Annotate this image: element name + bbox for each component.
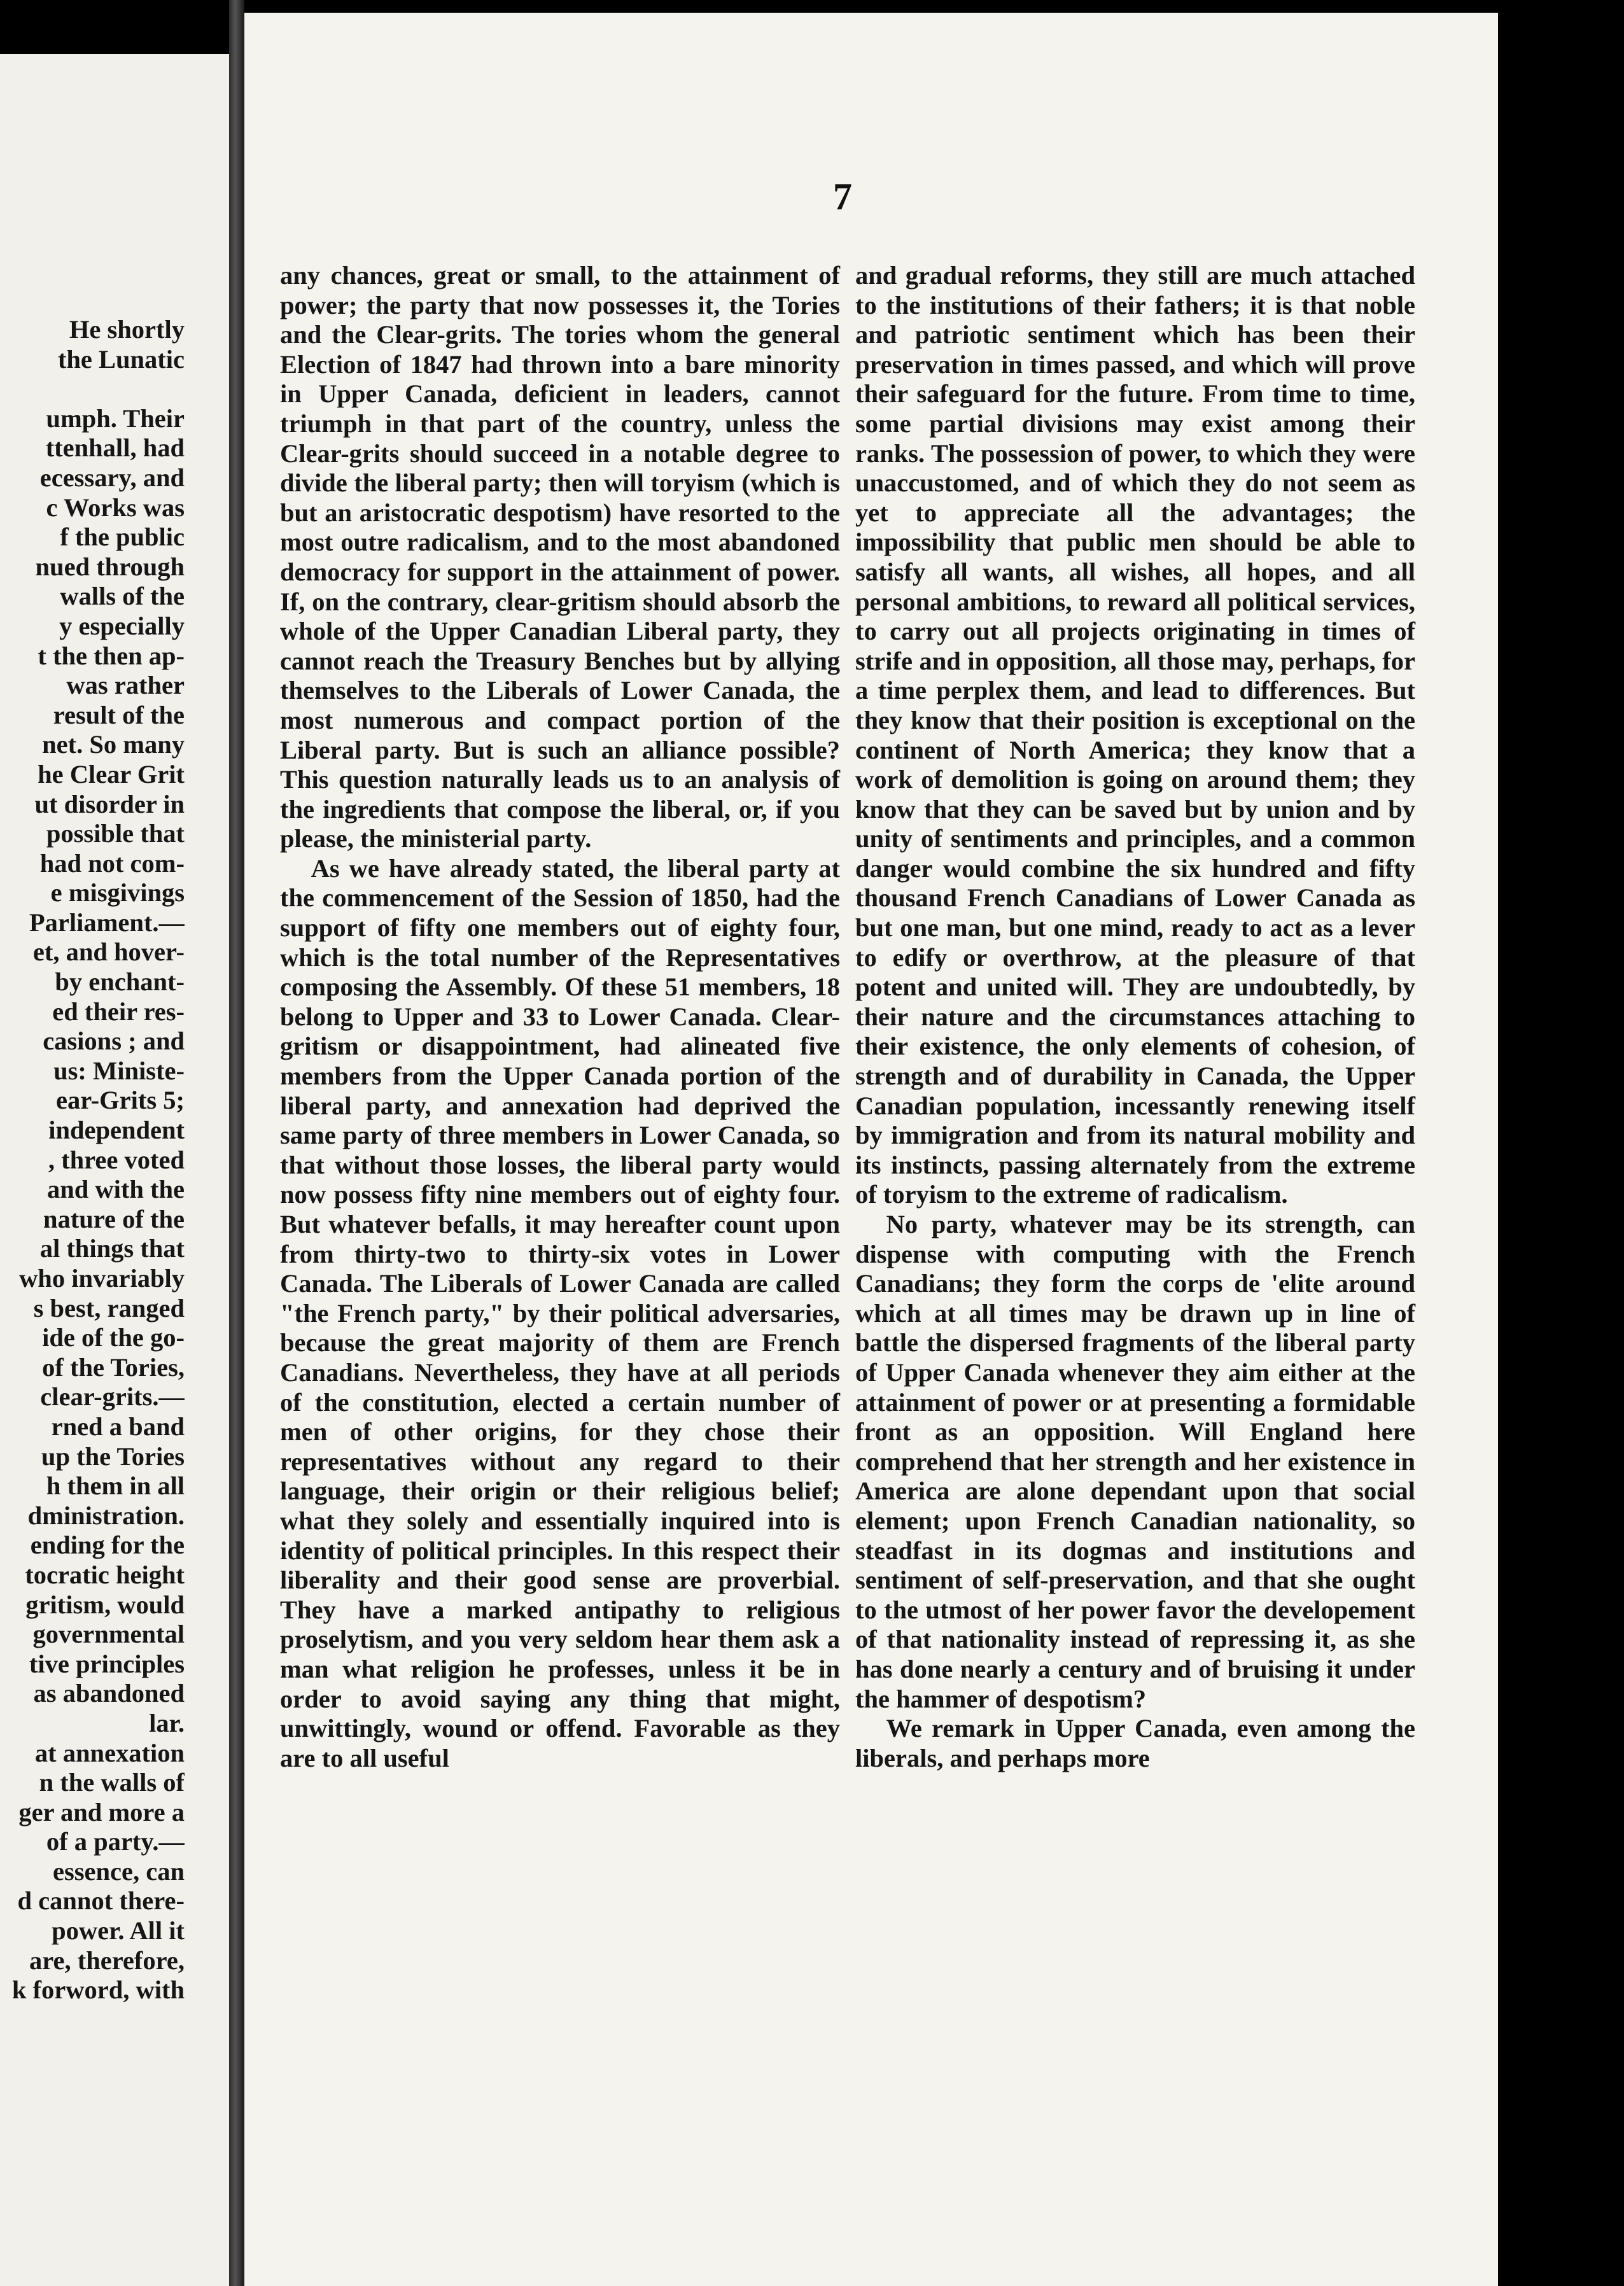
fragment-line: He shortly (69, 315, 185, 344)
fragment-line: ger and more a (18, 1797, 185, 1827)
fragment-line: t the then ap- (38, 641, 185, 670)
fragment-line: s best, ranged (33, 1293, 185, 1322)
fragment-line: , three voted (48, 1145, 185, 1174)
paragraph: As we have already stated, the liberal party at the commencement of the Session of 1850, had the support of fifty one members out of eighty four, which is the total number of the Representatives composing the Assembly. Of these 51 members, 18 belong to Upper and 33 to Lower Canada. Clear-gritism or disappointment, had alineated five members from the Upper Canada portion of the liberal party, and annexation had deprived the same party of three members in Lower Canada, so that without those losses, the liberal party would now possess fifty nine members out of eighty four. But whatever befalls, it may hereafter count upon from thirty-two to thirty-six votes in Lower Canada. The Liberals of Lower Canada are called "the French party," by their political adversaries, because the great majority of them are French Canadians. Nevertheless, they have at all periods of the constitution, elected a certain number of men of other origins, for they chose their representatives without any regard to their language, their origin or their religious belief; what they solely and essentially inquired into is identity of political principles. In this respect their liberality and their good sense are proverbial. They have a marked antipathy to religious proselytism, and you very seldom hear them ask a man what religion he professes, unless it be in order to avoid saying any thing that might, unwittingly, wound or offend. Favorable as they are to all useful (280, 853, 840, 1772)
fragment-line: dministration. (27, 1501, 185, 1530)
fragment-line: essence, can (53, 1856, 185, 1886)
fragment-line: ed their res- (52, 997, 185, 1026)
fragment-line: of a party.— (46, 1827, 185, 1856)
fragment-line: al things that (39, 1234, 185, 1263)
fragment-line: the Lunatic (57, 344, 185, 374)
fragment-line: and with the (46, 1175, 185, 1204)
fragment-line: c Works was (46, 493, 185, 522)
fragment-line: n the walls of (39, 1768, 185, 1797)
paragraph: No party, whatever may be its strength, can dispense with computing with the French Canadians; they form the corps de 'elite around which at all times may be drawn up in line of battle the dispersed fragments of the liberal party of Upper Canada whenever they aim either at the attainment of power or at presenting a formidable front as an opposition. Will England here comprehend that her strength and her existence in America are alone dependant upon that social element; upon French Canadian nationality, so steadfast in its dogmas and institutions and sentiment of self-preservation, and that she ought to the utmost of her power favor the developement of that nationality instead of repressing it, as she has done nearly a century and of bruising it under the hammer of despotism? (855, 1210, 1415, 1713)
fragment-line: walls of the (60, 582, 185, 611)
paragraph: and gradual reforms, they still are much attached to the institutions of their fathers; it is that noble and patriotic sentiment which has been their preservation in times passed, and which will prove their safeguard for the future. From time to time, some partial divisions may exist among their ranks. The possession of power, to which they were unaccustomed, and of which they do not seem as yet to appreciate all the advantages; the impossibility that public men should be able to satisfy all wants, all wishes, all hopes, and all personal ambitions, to reward all political services, to carry out all projects originating in times of strife and in opposition, all those may, perhaps, for a time perplex them, and lead to differences. But they know that their position is exceptional on the continent of North America; they know that a work of demolition is going on around them; they know that they can be saved but by union and by unity of sentiments and principles, and a common danger would combine the six hundred and fifty thousand French Canadians of Lower Canada as but one man, but one mind, ready to act as a lever to edify or overthrow, at the pleasure of that potent and united will. They are undoubtedly, by their nature and the circumstances attaching to their existence, the only elements of cohesion, of strength and of durability in Canada, the Upper Canadian population, incessantly renewing itself by immigration and from its natural mobility and its instincts, passing alternately from the extreme of toryism to the extreme of radicalism. (855, 261, 1415, 1209)
text-column-right (855, 261, 1415, 1773)
fragment-line: y especially (59, 611, 185, 640)
fragment-line: nature of the (43, 1204, 185, 1233)
fragment-line: h them in all (46, 1471, 185, 1501)
fragment-line: lar. (149, 1708, 185, 1737)
fragment-line: k forword, with (11, 1975, 185, 2005)
fragment-line: as abandoned (33, 1679, 185, 1708)
fragment-line: ide of the go- (42, 1323, 185, 1352)
paragraph: We remark in Upper Canada, even among the liberals, and perhaps more (855, 1714, 1415, 1772)
fragment-line: of the Tories, (42, 1352, 185, 1382)
fragment-line: Parliament.— (29, 908, 185, 937)
fragment-line: gritism, would (25, 1590, 185, 1619)
fragment-line: tocratic height (25, 1560, 185, 1589)
fragment-line: f the public (60, 522, 185, 552)
fragment-line: d cannot there- (17, 1886, 185, 1916)
fragment-line: independent (48, 1116, 185, 1145)
fragment-line: result of the (53, 700, 185, 729)
fragment-line: ear-Grits 5; (55, 1086, 185, 1115)
previous-page-edge (0, 54, 229, 2286)
fragment-line: up the Tories (41, 1441, 185, 1471)
fragment-line: who invariably (19, 1264, 185, 1293)
fragment-line: nued through (35, 552, 185, 581)
fragment-line: tive principles (29, 1649, 185, 1678)
fragment-line: casions ; and (43, 1027, 185, 1056)
paragraph: any chances, great or small, to the attainment of power; the party that now possesses it, the Tories and the Clear-grits. The tories whom the general Election of 1847 had thrown into a bare minority in Upper Canada, deficient in leaders, cannot triumph in that part of the country, unless the Clear-grits should succeed in a notable degree to divide the liberal party; then will toryism (which is but an aristocratic despotism) have resorted to the most outre radicalism, and to the most abandoned democracy for support in the attainment of power. If, on the contrary, clear-gritism should absorb the whole of the Upper Canadian Liberal party, they cannot reach the Treasury Benches but by allying themselves to the Liberals of Lower Canada, the most numerous and compact portion of the Liberal party. But is such an alliance possible? This question naturally leads us to an analysis of the ingredients that compose the liberal, or, if you please, the ministerial party. (280, 261, 840, 853)
previous-page-text-fragments (0, 315, 185, 2005)
fragment-line: he Clear Grit (38, 759, 185, 789)
fragment-line (0, 374, 185, 404)
fragment-line: governmental (32, 1620, 185, 1649)
fragment-line: at annexation (34, 1738, 185, 1767)
fragment-line: power. All it (52, 1916, 185, 1946)
fragment-line: net. So many (42, 730, 185, 759)
scan-background-edge (1498, 0, 1624, 2286)
page-number: 7 (833, 176, 852, 218)
fragment-line: ecessary, and (39, 463, 185, 492)
fragment-line: us: Ministe- (53, 1056, 185, 1085)
book-gutter (229, 0, 244, 2286)
fragment-line: et, and hover- (32, 937, 185, 967)
fragment-line: ut disorder in (34, 789, 185, 818)
text-column-left (280, 261, 840, 1773)
fragment-line: possible that (46, 819, 185, 848)
fragment-line: by enchant- (55, 967, 185, 997)
fragment-line: are, therefore, (29, 1946, 185, 1975)
fragment-line: was rather (66, 671, 185, 700)
fragment-line: rned a band (51, 1412, 185, 1441)
fragment-line: clear-grits.— (40, 1382, 185, 1412)
fragment-line: umph. Their (46, 403, 185, 433)
fragment-line: e misgivings (50, 878, 185, 908)
fragment-line: ttenhall, had (45, 433, 185, 463)
fragment-line: ending for the (30, 1531, 185, 1560)
fragment-line: had not com- (39, 848, 185, 878)
